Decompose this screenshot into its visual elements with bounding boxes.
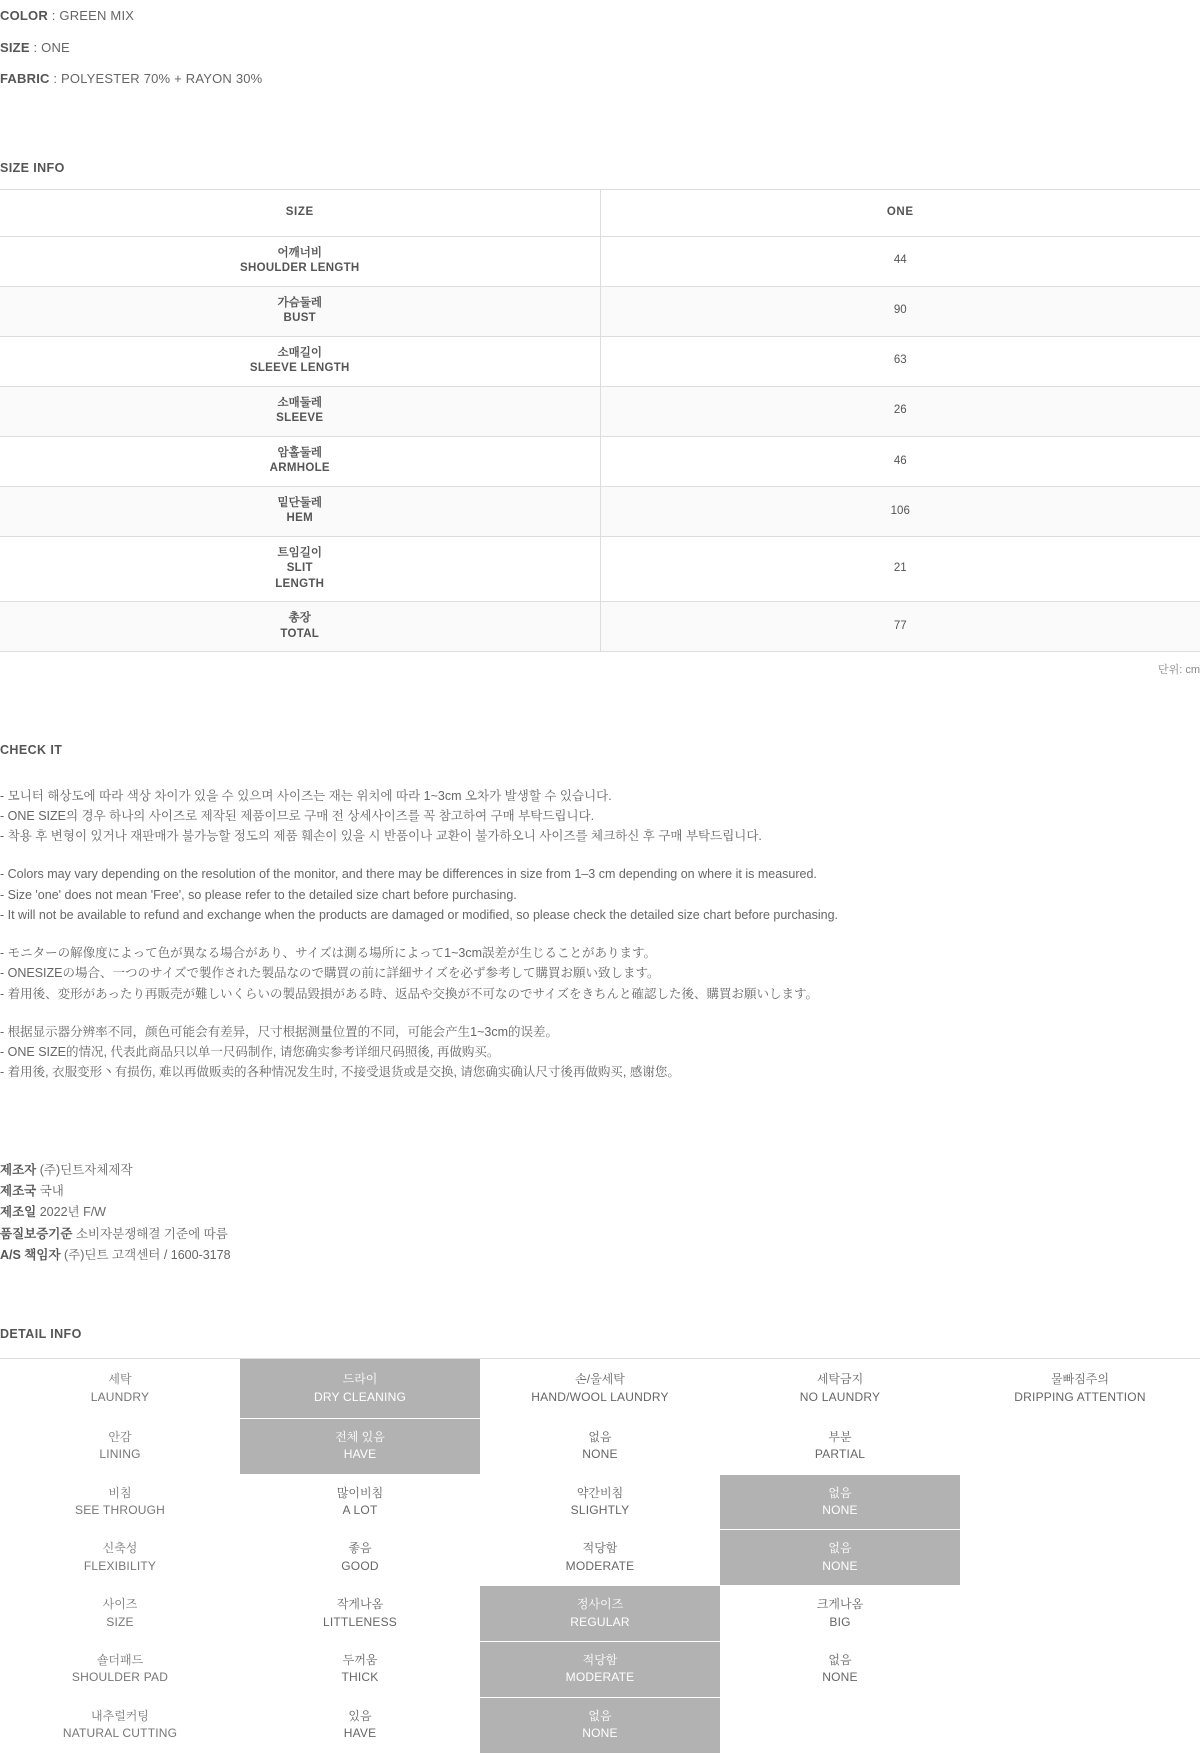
spec-value: : GREEN MIX xyxy=(47,8,135,23)
size-row-label xyxy=(0,386,600,436)
size-row-label-en: TOTAL xyxy=(280,627,320,640)
size-row-label xyxy=(0,536,600,602)
detail-option-en: NONE xyxy=(582,1447,618,1462)
detail-option-cell[interactable] xyxy=(240,1530,480,1586)
size-row-label-en: HEM xyxy=(286,512,313,525)
detail-option-cell[interactable] xyxy=(480,1530,720,1586)
size-row-label xyxy=(0,236,600,286)
detail-option-cell[interactable] xyxy=(240,1418,480,1474)
size-row-label xyxy=(0,286,600,336)
spec-key: COLOR xyxy=(0,8,48,23)
detail-option-ko: 작게나옴 xyxy=(336,1597,384,1612)
detail-option-cell[interactable] xyxy=(480,1359,720,1419)
detail-option-en: SLIGHTLY xyxy=(570,1503,630,1518)
size-table-body xyxy=(0,236,1200,652)
detail-empty-cell xyxy=(960,1586,1200,1642)
unit-note: 단위: cm xyxy=(1157,664,1200,677)
detail-option-cell[interactable] xyxy=(480,1642,720,1698)
detail-option-ko: 정사이즈 xyxy=(576,1597,624,1612)
detail-option-ko: 전체 있음 xyxy=(335,1429,385,1444)
detail-option-en: REGULAR xyxy=(570,1614,630,1629)
note-line: - Size 'one' does not mean 'Free', so please refer to the detailed size chart before purchasing. xyxy=(0,887,517,902)
detail-option-ko: 없음 xyxy=(588,1708,612,1723)
size-row-label-en: LENGTH xyxy=(275,577,325,590)
detail-option-ko: 없음 xyxy=(588,1429,612,1444)
size-row-label-en: BUST xyxy=(283,312,316,325)
size-row-label-ko: 소매길이 xyxy=(277,346,322,359)
detail-option-en: NONE xyxy=(822,1503,858,1518)
size-table-header-value: ONE xyxy=(600,190,1200,236)
detail-empty-cell xyxy=(960,1474,1200,1530)
maker-key: 제조일 xyxy=(0,1205,37,1220)
detail-option-ko: 있음 xyxy=(348,1708,372,1723)
size-table xyxy=(0,189,1200,652)
detail-info-table xyxy=(0,1358,1200,1753)
spec-block xyxy=(0,0,1200,89)
detail-option-cell[interactable] xyxy=(720,1418,960,1474)
table-row xyxy=(0,386,1200,436)
table-header-row xyxy=(0,190,1200,236)
size-row-label-ko: 총장 xyxy=(288,612,311,625)
size-row-label-ko: 소매둘레 xyxy=(277,396,322,409)
table-row xyxy=(0,336,1200,386)
detail-row-label-ko: 비침 xyxy=(108,1485,132,1500)
detail-row-label-en: SEE THROUGH xyxy=(75,1503,165,1518)
table-row xyxy=(0,602,1200,652)
maker-value: 소비자분쟁해결 기준에 따름 xyxy=(72,1226,228,1241)
note-line: - ONE SIZE的情况, 代表此商品只以单一尺码制作, 请您确实参考详细尺码照後, 再做购买。 xyxy=(0,1045,500,1060)
detail-row-label xyxy=(0,1474,240,1530)
detail-option-ko: 세탁금지 xyxy=(816,1372,864,1387)
spec-line xyxy=(0,38,1200,58)
detail-option-cell[interactable] xyxy=(480,1697,720,1753)
detail-row-label-en: SHOULDER PAD xyxy=(71,1670,169,1685)
detail-row-label xyxy=(0,1359,240,1419)
note-line: - 모니터 해상도에 따라 색상 차이가 있을 수 있으며 사이즈는 재는 위치에 따라 1~3cm 오차가 발생할 수 있습니다. xyxy=(0,788,612,803)
maker-value: 국내 xyxy=(36,1183,64,1198)
detail-option-cell[interactable] xyxy=(720,1359,960,1419)
note-gap xyxy=(0,925,1200,943)
size-row-label-en: SHOULDER LENGTH xyxy=(240,262,360,275)
maker-key: 제조국 xyxy=(0,1183,37,1198)
spec-key: SIZE xyxy=(0,39,30,55)
size-row-value: 46 xyxy=(600,436,1200,486)
size-row-label-en: SLIT xyxy=(286,562,313,575)
detail-option-ko: 많이비침 xyxy=(336,1485,384,1500)
size-row-value: 106 xyxy=(600,486,1200,536)
detail-option-ko: 좋음 xyxy=(348,1541,372,1556)
spec-key: FABRIC xyxy=(0,71,50,86)
detail-option-ko: 없음 xyxy=(828,1653,852,1668)
detail-option-en: PARTIAL xyxy=(814,1447,866,1462)
detail-row-label-ko: 세탁 xyxy=(108,1372,132,1387)
detail-option-en: NONE xyxy=(822,1558,858,1573)
size-row-label-en: ARMHOLE xyxy=(269,462,330,475)
note-line: - 着用後, 衣服变形丶有损伤, 难以再做贩卖的各种情况发生时, 不接受退货或是交换, 请您确实确认尺寸後再做购买, 感谢您。 xyxy=(0,1065,680,1080)
detail-option-ko: 드라이 xyxy=(342,1372,378,1387)
detail-option-ko: 없음 xyxy=(828,1541,852,1556)
size-row-value: 90 xyxy=(600,286,1200,336)
size-row-label xyxy=(0,336,600,386)
detail-info-heading: DETAIL INFO xyxy=(0,1327,82,1342)
maker-value: (주)딘트자체제작 xyxy=(36,1162,133,1177)
detail-row-label xyxy=(0,1418,240,1474)
detail-option-en: NONE xyxy=(582,1726,618,1741)
size-row-label-en: SLEEVE xyxy=(276,412,324,425)
detail-option-en: NO LAUNDRY xyxy=(799,1389,881,1404)
detail-row-label xyxy=(0,1586,240,1642)
table-row xyxy=(0,536,1200,602)
detail-empty-cell xyxy=(960,1530,1200,1586)
size-row-value: 26 xyxy=(600,386,1200,436)
detail-option-en: HAVE xyxy=(343,1447,377,1462)
note-line: - 根据显示器分辨率不同，颜色可能会有差异，尺寸根据测量位置的不同，可能会产生1~3cm的误差。 xyxy=(0,1024,559,1039)
detail-row xyxy=(0,1697,1200,1753)
detail-option-cell[interactable] xyxy=(720,1642,960,1698)
detail-empty-cell xyxy=(960,1418,1200,1474)
detail-row-label xyxy=(0,1642,240,1698)
detail-option-cell[interactable] xyxy=(240,1697,480,1753)
detail-row xyxy=(0,1642,1200,1698)
table-row xyxy=(0,236,1200,286)
detail-row-label-en: NATURAL CUTTING xyxy=(62,1726,178,1741)
size-row-value: 77 xyxy=(600,602,1200,652)
detail-row-label-en: SIZE xyxy=(106,1614,134,1629)
detail-option-cell[interactable] xyxy=(960,1359,1200,1419)
detail-row xyxy=(0,1530,1200,1586)
table-row xyxy=(0,286,1200,336)
maker-key: 품질보증기준 xyxy=(0,1226,73,1241)
note-line: - ONESIZEの場合、一つのサイズで製作された製品なので購買の前に詳細サイズを必ず参考して購買お願い致します。 xyxy=(0,966,660,981)
detail-option-cell[interactable] xyxy=(240,1474,480,1530)
spec-value: : ONE xyxy=(29,39,70,55)
detail-row-label-en: FLEXIBILITY xyxy=(83,1558,157,1573)
size-row-value: 44 xyxy=(600,236,1200,286)
detail-option-cell[interactable] xyxy=(720,1530,960,1586)
size-row-label-ko: 어깨너비 xyxy=(277,246,322,259)
detail-option-cell[interactable] xyxy=(720,1474,960,1530)
table-row xyxy=(0,436,1200,486)
note-gap xyxy=(0,1004,1200,1022)
maker-key: A/S 책임자 xyxy=(0,1248,61,1263)
size-row-label-en: SLEEVE LENGTH xyxy=(249,362,350,375)
size-row-label xyxy=(0,602,600,652)
check-it-notes xyxy=(0,786,1200,1083)
note-gap xyxy=(0,846,1200,864)
detail-empty-cell xyxy=(960,1642,1200,1698)
detail-option-ko: 물빠짐주의 xyxy=(1051,1372,1109,1387)
detail-row xyxy=(0,1359,1200,1419)
detail-option-ko: 손/울세탁 xyxy=(575,1372,625,1387)
detail-row-label-ko: 사이즈 xyxy=(102,1597,138,1612)
detail-row xyxy=(0,1586,1200,1642)
detail-option-cell[interactable] xyxy=(720,1586,960,1642)
maker-line xyxy=(0,1161,1200,1180)
size-row-label-ko: 밑단둘레 xyxy=(277,496,322,509)
note-line: - 착용 후 변형이 있거나 재판매가 불가능할 정도의 제품 훼손이 있을 시 반품이나 교환이 불가하오니 사이즈를 체크하신 후 구매 부탁드립니다. xyxy=(0,829,762,844)
maker-value: (주)딘트 고객센터 / 1600-3178 xyxy=(60,1248,231,1263)
maker-value: 2022년 F/W xyxy=(36,1205,106,1220)
detail-option-en: DRY CLEANING xyxy=(314,1389,406,1404)
note-line: - 着用後、変形があったり再販売が難しいくらいの製品毀損がある時、返品や交換が不可なのでサイズをきちんと確認した後、購買お願いします。 xyxy=(0,986,819,1001)
detail-option-en: A LOT xyxy=(342,1503,378,1518)
size-info-heading: SIZE INFO xyxy=(0,160,65,175)
detail-row-label-en: LAUNDRY xyxy=(90,1389,150,1404)
check-it-heading: CHECK IT xyxy=(0,742,63,757)
detail-option-en: THICK xyxy=(341,1670,379,1685)
detail-option-en: GOOD xyxy=(341,1558,379,1573)
detail-option-en: LITTLENESS xyxy=(322,1614,398,1629)
detail-row xyxy=(0,1474,1200,1530)
detail-option-en: MODERATE xyxy=(565,1558,635,1573)
detail-row xyxy=(0,1418,1200,1474)
size-table-head xyxy=(0,190,1200,236)
size-row-label-ko: 가슴둘레 xyxy=(277,296,322,309)
detail-empty-cell xyxy=(960,1697,1200,1753)
table-row xyxy=(0,486,1200,536)
size-row-value: 21 xyxy=(600,536,1200,602)
maker-key: 제조자 xyxy=(0,1162,37,1177)
size-row-label-ko: 암홀둘레 xyxy=(277,446,322,459)
note-line: - モニターの解像度によって色が異なる場合があり、サイズは測る場所によって1~3cm誤差が生じることがあります。 xyxy=(0,946,657,961)
detail-option-ko: 적당함 xyxy=(582,1541,618,1556)
detail-option-ko: 약간비침 xyxy=(576,1485,624,1500)
size-row-label xyxy=(0,436,600,486)
detail-row-label-ko: 신축성 xyxy=(102,1541,138,1556)
detail-row-label xyxy=(0,1530,240,1586)
detail-option-ko: 크게나옴 xyxy=(816,1597,864,1612)
detail-option-cell[interactable] xyxy=(480,1418,720,1474)
size-row-value: 63 xyxy=(600,336,1200,386)
detail-option-en: BIG xyxy=(829,1614,851,1629)
detail-row-label xyxy=(0,1697,240,1753)
maker-line xyxy=(0,1225,1200,1244)
note-line: - It will not be available to refund and exchange when the products are damaged or modified, so please check the detailed size chart before purchasing. xyxy=(0,907,839,922)
detail-info-body xyxy=(0,1359,1200,1753)
spec-line xyxy=(0,6,1200,26)
detail-row-label-en: LINING xyxy=(99,1447,141,1462)
spec-value: : POLYESTER 70% + RAYON 30% xyxy=(49,71,263,86)
maker-line xyxy=(0,1203,1200,1222)
size-row-label xyxy=(0,486,600,536)
detail-option-en: HAND/WOOL LAUNDRY xyxy=(531,1389,669,1404)
size-row-label-ko: 트임길이 xyxy=(277,546,322,559)
spec-line xyxy=(0,69,1200,89)
detail-row-label-ko: 내추럴커팅 xyxy=(91,1708,149,1723)
maker-line xyxy=(0,1246,1200,1265)
detail-option-ko: 부분 xyxy=(828,1429,852,1444)
maker-line xyxy=(0,1182,1200,1201)
detail-option-en: MODERATE xyxy=(565,1670,635,1685)
detail-option-cell[interactable] xyxy=(480,1474,720,1530)
detail-option-cell[interactable] xyxy=(240,1359,480,1419)
detail-option-ko: 적당함 xyxy=(582,1653,618,1668)
detail-option-cell[interactable] xyxy=(480,1586,720,1642)
detail-row-label-ko: 숄더패드 xyxy=(96,1653,144,1668)
maker-info xyxy=(0,1161,1200,1266)
detail-option-en: NONE xyxy=(822,1670,858,1685)
detail-option-ko: 두꺼움 xyxy=(342,1653,378,1668)
note-line: - Colors may vary depending on the resolution of the monitor, and there may be differences in size from 1–3 cm depending on where it is measured. xyxy=(0,867,817,882)
detail-option-en: HAVE xyxy=(343,1726,377,1741)
detail-option-ko: 없음 xyxy=(828,1485,852,1500)
detail-option-en: DRIPPING ATTENTION xyxy=(1014,1389,1146,1404)
detail-option-cell[interactable] xyxy=(240,1642,480,1698)
note-line: - ONE SIZE의 경우 하나의 사이즈로 제작된 제품이므로 구매 전 상세사이즈를 꼭 참고하여 구매 부탁드립니다. xyxy=(0,808,595,823)
size-table-header-label: SIZE xyxy=(0,190,600,236)
detail-option-cell[interactable] xyxy=(240,1586,480,1642)
detail-row-label-ko: 안감 xyxy=(108,1429,132,1444)
detail-empty-cell xyxy=(720,1697,960,1753)
